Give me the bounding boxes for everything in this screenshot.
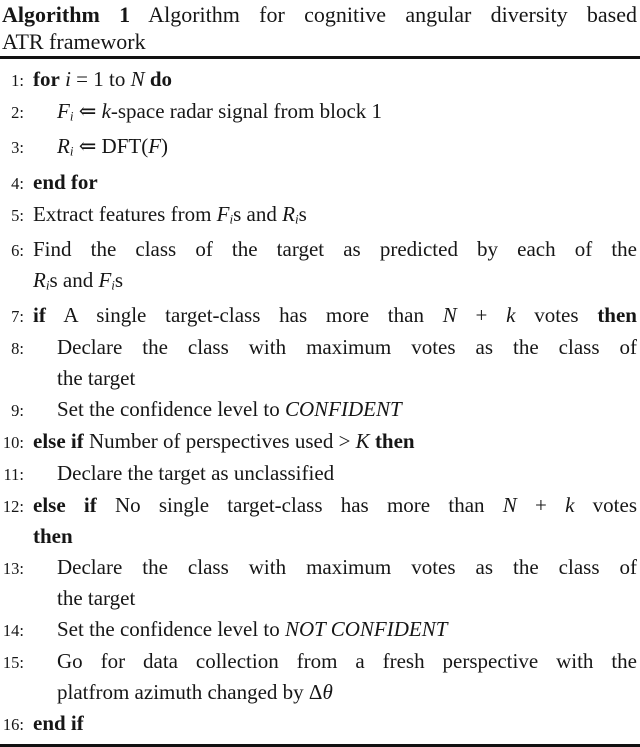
text-segment: Set the confidence level to [57,617,285,642]
math-segment: N [442,303,457,328]
algorithm-line [0,332,637,394]
line-row [57,552,637,583]
line-row [57,96,637,131]
algorithm-body [0,59,640,740]
line-row [33,300,637,331]
text-segment: s and [49,267,99,292]
keyword-segment: else if [33,429,84,454]
line-row [2,1,637,28]
text-segment: Declare the target as unclassified [57,461,335,486]
line-number: 6: [11,240,24,260]
line-content [33,708,637,739]
line-number: 16: [2,715,24,735]
math-segment: F [98,267,112,292]
text-segment: Algorithm for cognitive angular diversity based [130,2,638,27]
text-segment: Number of perspectives used > [83,429,356,454]
line-number: 7: [11,307,24,327]
line-row [33,234,637,265]
algorithm-line [0,96,637,131]
text-segment: s [298,201,307,226]
subscript-segment: i [69,108,74,124]
emphasis-segment: CONFIDENT [285,397,402,422]
subscript-segment: i [229,210,234,226]
text-segment: the target [57,366,136,391]
line-row [33,490,637,521]
line-content [33,64,637,95]
line-number: 11: [3,465,24,485]
math-segment: θ [322,680,333,705]
line-number: 9: [11,401,24,421]
algorithm-line [0,64,637,96]
text-segment: Set the confidence level to [57,397,285,422]
text-segment: s [114,267,124,292]
line-row [33,64,637,95]
line-content [33,131,637,166]
line-content [33,458,637,489]
line-row [33,265,637,300]
math-segment: F [148,134,162,159]
math-segment: F [216,201,230,226]
line-row [57,458,637,489]
line-row [57,583,637,614]
text-segment: Extract features from [33,201,217,226]
algorithm-line [0,458,637,490]
text-segment: Δ [308,680,323,705]
algorithm-line [0,426,637,458]
line-row [57,131,637,166]
text-segment: votes [574,493,638,518]
keyword-segment: then [597,303,637,328]
text-segment: Go for data collection from a fresh perspective with the [57,649,637,674]
line-row [33,199,637,234]
algorithm-line [0,199,637,234]
line-row [33,708,637,739]
algorithm-line [0,167,637,199]
algorithm-line [0,708,637,740]
algorithm-line [0,234,637,300]
algorithm-line [0,131,637,166]
math-segment: k [506,303,516,328]
math-segment: F [57,99,70,123]
line-content [33,234,637,300]
line-content [33,552,637,614]
line-number: 2: [11,103,24,122]
line-row [2,28,637,55]
text-segment: -space radar signal from block 1 [110,99,383,123]
text-segment: the target [57,586,136,611]
line-row [57,646,637,677]
math-segment: i [65,67,71,91]
subscript-segment: i [111,277,115,293]
text-segment: + [456,303,507,328]
keyword-segment: if [33,303,46,328]
line-content [33,332,637,394]
line-number: 1: [11,71,24,90]
keyword-segment: Algorithm 1 [2,2,131,27]
line-content [33,614,637,645]
algorithm-line [0,490,637,552]
keyword-segment: for [33,67,60,91]
text-segment: A single target-class has more than [45,303,443,328]
algorithm-line [0,394,637,426]
math-segment: R [33,267,46,292]
algorithm-line [0,614,637,646]
text-segment: ATR framework [2,29,146,54]
line-number: 4: [11,173,24,193]
line-content [33,490,637,552]
line-row [57,332,637,363]
algorithm-caption [0,0,640,55]
text-segment: Find the class of the target as predicted by each of the [33,236,637,261]
keyword-segment: then [374,429,415,454]
text-segment: + [516,493,566,518]
line-content [33,167,637,198]
line-number: 5: [11,205,24,225]
line-content [33,96,637,131]
math-segment: R [57,134,70,159]
line-number: 3: [11,138,24,158]
math-segment: K [355,429,370,454]
algorithm-line [0,300,637,332]
math-segment: k [101,99,111,123]
keyword-segment: do [149,67,173,91]
math-segment: k [565,493,575,518]
line-number: 13: [2,559,24,579]
algorithm-line [0,646,637,708]
line-row [33,167,637,198]
keyword-segment: then [33,524,73,549]
subscript-segment: i [294,210,299,226]
line-row [57,677,637,708]
line-content [33,646,637,708]
line-content [33,300,637,331]
line-row [57,394,637,425]
math-segment: N [130,67,145,91]
text-segment: votes [515,303,598,328]
text-segment: = 1 to [70,67,131,91]
subscript-segment: i [69,143,74,159]
line-row [57,363,637,394]
algorithm-line [0,552,637,614]
keyword-segment: else if [33,493,97,518]
subscript-segment: i [45,277,50,293]
keyword-segment: end if [33,711,84,736]
line-row [57,614,637,645]
line-number: 12: [2,497,24,517]
line-number: 10: [2,433,24,453]
text-segment: No single target-class has more than [96,493,503,518]
line-content [33,199,637,234]
line-number: 14: [2,621,24,641]
text-segment: Declare the class with maximum votes as the class of [57,555,637,580]
keyword-segment: end for [33,169,98,194]
line-number: 8: [11,339,24,359]
line-number: 15: [2,653,24,673]
emphasis-segment: NOT CONFIDENT [285,617,448,642]
text-segment: ) [161,134,169,159]
text-segment: Declare the class with maximum votes as the class of [57,335,637,360]
math-segment: N [502,493,517,518]
line-content [33,426,637,457]
math-segment: R [282,201,295,226]
line-row [33,426,637,457]
text-segment: ⇐ DFT( [73,134,149,159]
text-segment: ⇐ [73,99,102,123]
line-row [33,521,637,552]
text-segment: platfrom azimuth changed by [57,680,309,705]
line-content [33,394,637,425]
text-segment: s and [233,201,283,226]
